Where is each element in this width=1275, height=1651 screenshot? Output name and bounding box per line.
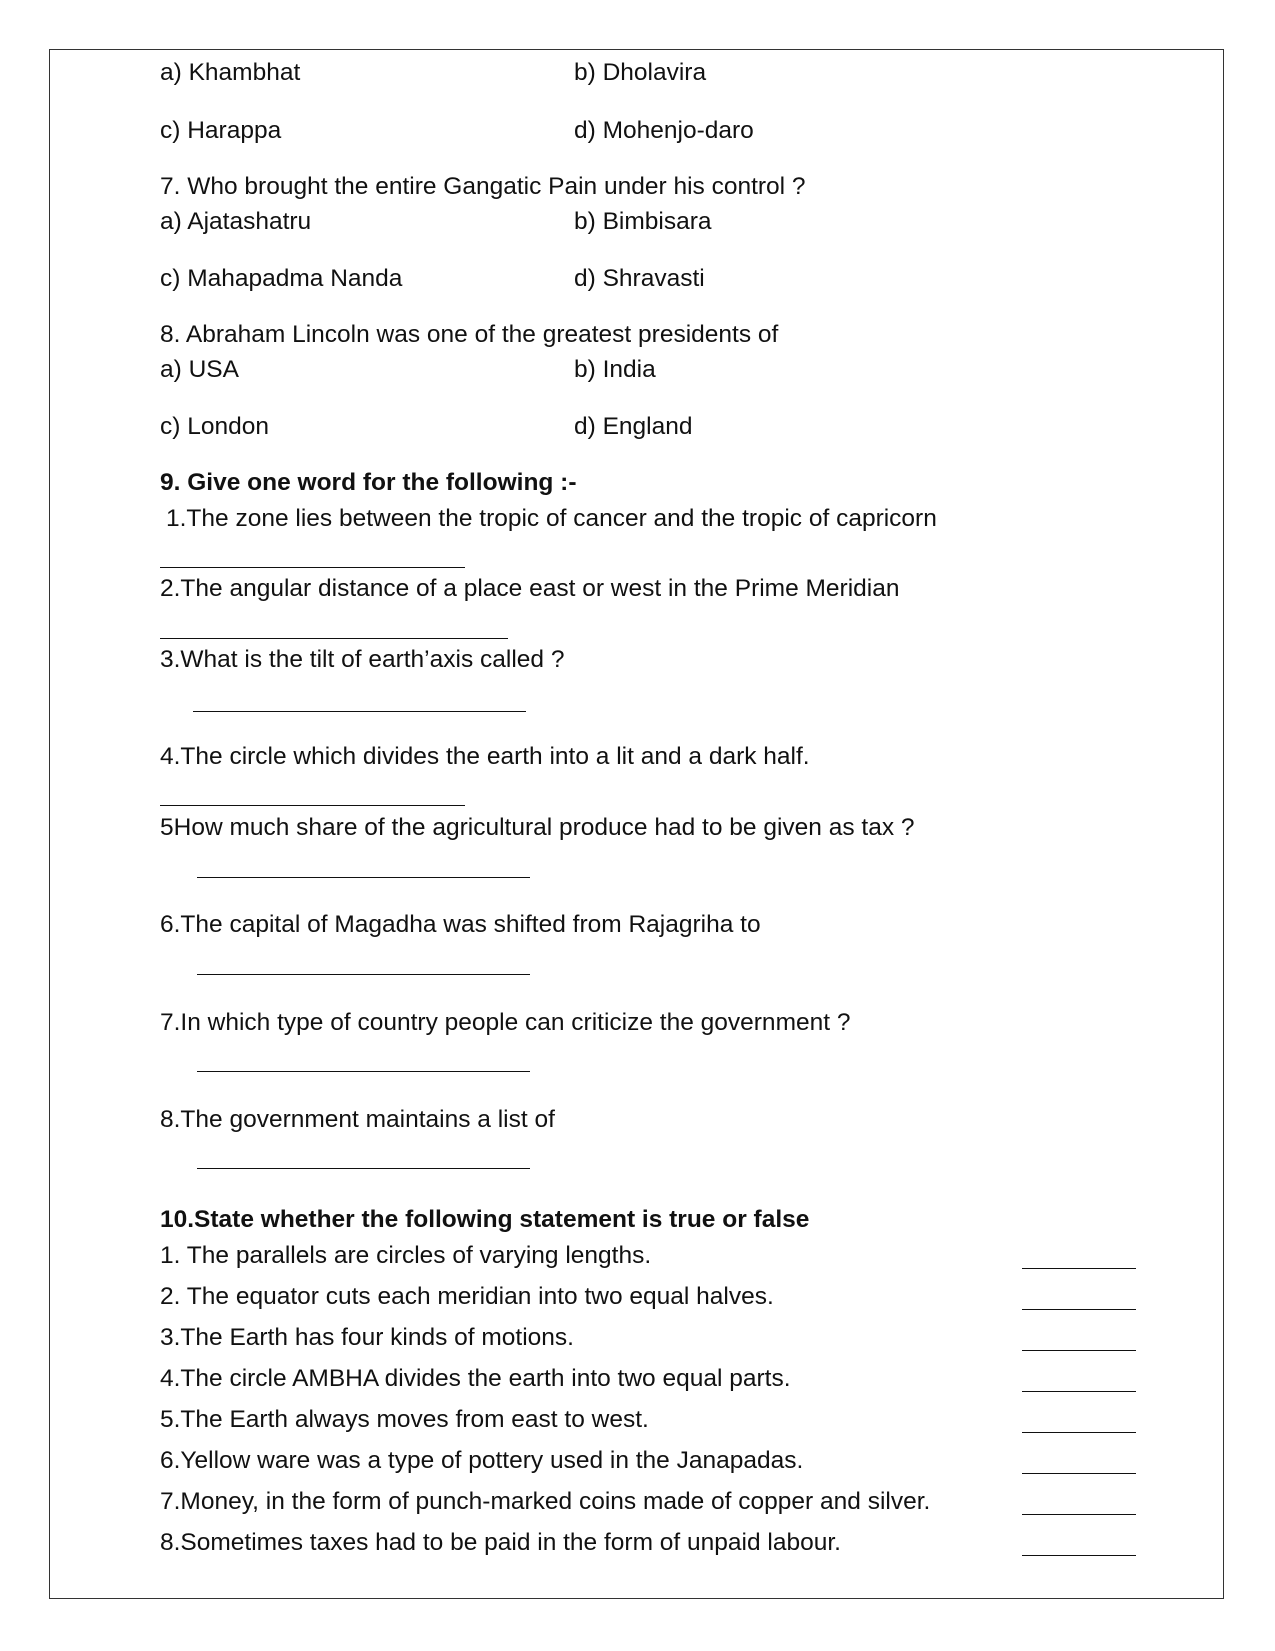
- q8-question: 8. Abraham Lincoln was one of the greatest presidents of: [160, 321, 779, 348]
- q9-answer-line-3[interactable]: [193, 711, 526, 712]
- q9-item-1: 1.The zone lies between the tropic of cancer and the tropic of capricorn: [166, 505, 937, 532]
- q9-item-3: 3.What is the tilt of earth’axis called ?: [160, 646, 565, 673]
- q9-item-2: 2.The angular distance of a place east or west in the Prime Meridian: [160, 575, 900, 602]
- q9-answer-line-2[interactable]: [160, 638, 508, 639]
- q10-item-2: 2. The equator cuts each meridian into two equal halves.: [160, 1283, 774, 1310]
- q9-item-4: 4.The circle which divides the earth into a lit and a dark half.: [160, 743, 810, 770]
- q10-item-1: 1. The parallels are circles of varying lengths.: [160, 1242, 652, 1269]
- q7-option-c: c) Mahapadma Nanda: [160, 265, 403, 292]
- q9-answer-line-7[interactable]: [197, 1071, 530, 1072]
- q9-answer-line-8[interactable]: [197, 1168, 530, 1169]
- q7-option-d: d) Shravasti: [574, 265, 705, 292]
- q6-option-d: d) Mohenjo-daro: [574, 117, 754, 144]
- q10-answer-line-6[interactable]: [1022, 1473, 1136, 1474]
- q10-answer-line-5[interactable]: [1022, 1432, 1136, 1433]
- q7-question: 7. Who brought the entire Gangatic Pain under his control ?: [160, 173, 806, 200]
- q10-item-8: 8.Sometimes taxes had to be paid in the form of unpaid labour.: [160, 1529, 841, 1556]
- q8-option-a: a) USA: [160, 356, 239, 383]
- q8-option-b: b) India: [574, 356, 656, 383]
- q9-answer-line-4[interactable]: [160, 805, 465, 806]
- q9-item-7: 7.In which type of country people can criticize the government ?: [160, 1009, 851, 1036]
- q7-option-a: a) Ajatashatru: [160, 208, 312, 235]
- q9-heading: 9. Give one word for the following :-: [160, 469, 577, 496]
- q10-item-4: 4.The circle AMBHA divides the earth into two equal parts.: [160, 1365, 791, 1392]
- q9-item-8: 8.The government maintains a list of: [160, 1106, 555, 1133]
- q9-answer-line-6[interactable]: [197, 974, 530, 975]
- q7-option-b: b) Bimbisara: [574, 208, 712, 235]
- q10-item-3: 3.The Earth has four kinds of motions.: [160, 1324, 574, 1351]
- q6-option-c: c) Harappa: [160, 117, 282, 144]
- q10-answer-line-8[interactable]: [1022, 1555, 1136, 1556]
- q10-item-7: 7.Money, in the form of punch-marked coins made of copper and silver.: [160, 1488, 931, 1515]
- q6-option-b: b) Dholavira: [574, 59, 707, 86]
- q10-answer-line-1[interactable]: [1022, 1268, 1136, 1269]
- q6-option-a: a) Khambhat: [160, 59, 301, 86]
- q10-answer-line-4[interactable]: [1022, 1391, 1136, 1392]
- q9-answer-line-5[interactable]: [197, 877, 530, 878]
- q9-item-5: 5How much share of the agricultural produce had to be given as tax ?: [160, 814, 915, 841]
- q10-answer-line-2[interactable]: [1022, 1309, 1136, 1310]
- q8-option-c: c) London: [160, 413, 269, 440]
- q10-answer-line-3[interactable]: [1022, 1350, 1136, 1351]
- q10-item-6: 6.Yellow ware was a type of pottery used in the Janapadas.: [160, 1447, 804, 1474]
- q9-item-6: 6.The capital of Magadha was shifted from Rajagriha to: [160, 911, 761, 938]
- q10-answer-line-7[interactable]: [1022, 1514, 1136, 1515]
- q10-item-5: 5.The Earth always moves from east to west.: [160, 1406, 649, 1433]
- q9-answer-line-1[interactable]: [160, 567, 465, 568]
- q8-option-d: d) England: [574, 413, 693, 440]
- q10-heading: 10.State whether the following statement is true or false: [160, 1206, 810, 1233]
